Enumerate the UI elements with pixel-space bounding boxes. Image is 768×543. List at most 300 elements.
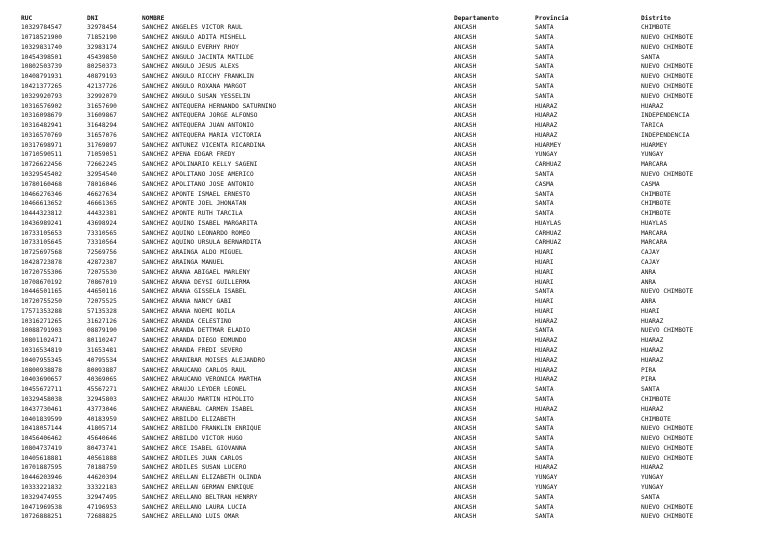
cell-distrito: HUARMEY (641, 141, 668, 149)
cell-dni: 40879193 (87, 73, 117, 81)
cell-provincia: HUARI (535, 278, 554, 286)
cell-provincia: HUARAZ (535, 337, 558, 345)
cell-distrito: NUEVO CHIMBOTE (641, 63, 694, 71)
cell-nombre: SANCHEZ AQUIÑO URSULA BERNARDITA (142, 239, 262, 247)
cell-distrito: HUARAZ (641, 337, 664, 345)
cell-nombre: SANCHEZ ARDILES SUSAN LUCERO (142, 464, 247, 472)
cell-provincia: SANTA (535, 513, 554, 521)
cell-distrito: ANRA (641, 268, 656, 276)
cell-dni: 32983174 (87, 43, 117, 51)
table-row (0, 455, 768, 463)
cell-nombre: SANCHEZ ARAÑEBAL CARMEN ISABEL (142, 405, 254, 413)
cell-departamento: ANCASH (454, 200, 477, 208)
cell-ruc: 10088791903 (21, 327, 62, 335)
cell-dni: 72688825 (87, 513, 117, 521)
cell-provincia: SANTA (535, 200, 554, 208)
cell-distrito: NUEVO CHIMBOTE (641, 444, 694, 452)
cell-departamento: ANCASH (454, 259, 477, 267)
cell-provincia: HUARAZ (535, 366, 558, 374)
cell-departamento: ANCASH (454, 239, 477, 247)
cell-provincia: SANTA (535, 82, 554, 90)
table-row (0, 367, 768, 375)
cell-departamento: ANCASH (454, 112, 477, 120)
table-row (0, 239, 768, 247)
cell-distrito: CAJAY (641, 249, 660, 257)
cell-ruc: 10802503739 (21, 63, 62, 71)
cell-departamento: ANCASH (454, 102, 477, 110)
cell-departamento: ANCASH (454, 298, 477, 306)
cell-distrito: NUEVO CHIMBOTE (641, 43, 694, 51)
cell-distrito: SANTA (641, 386, 660, 394)
table-row (0, 406, 768, 414)
cell-departamento: ANCASH (454, 268, 477, 276)
cell-dni: 72569756 (87, 249, 117, 257)
cell-provincia: HUARAZ (535, 376, 558, 384)
cell-ruc: 10804737419 (21, 444, 62, 452)
cell-provincia: HUARAZ (535, 122, 558, 130)
table-row (0, 298, 768, 306)
table-row (0, 83, 768, 91)
cell-provincia: HUARMEY (535, 141, 562, 149)
cell-dni: 46627634 (87, 190, 117, 198)
cell-departamento: ANCASH (454, 356, 477, 364)
cell-ruc: 10733105653 (21, 229, 62, 237)
cell-ruc: 10446501165 (21, 288, 62, 296)
cell-ruc: 10720755250 (21, 298, 62, 306)
cell-departamento: ANCASH (454, 317, 477, 325)
cell-departamento: ANCASH (454, 122, 477, 130)
table-row (0, 249, 768, 257)
cell-distrito: CHIMBOTE (641, 24, 671, 32)
cell-dni: 45439850 (87, 53, 117, 61)
table-row (0, 132, 768, 140)
table-row (0, 122, 768, 130)
cell-distrito: HUARAZ (641, 356, 664, 364)
cell-distrito: YUNGAY (641, 151, 664, 159)
cell-nombre: SANCHEZ ANGULO JACINTA MATILDE (142, 53, 254, 61)
cell-nombre: SANCHEZ ARDILES JUAN CARLOS (142, 454, 243, 462)
cell-departamento: ANCASH (454, 151, 477, 159)
cell-departamento: ANCASH (454, 190, 477, 198)
table-row (0, 142, 768, 150)
table-row (0, 376, 768, 384)
cell-provincia: CARHUAZ (535, 229, 562, 237)
cell-dni: 32992079 (87, 92, 117, 100)
cell-departamento: ANCASH (454, 474, 477, 482)
table-row (0, 63, 768, 71)
table-row (0, 425, 768, 433)
cell-ruc: 10333221832 (21, 483, 62, 491)
cell-distrito: PIRA (641, 366, 656, 374)
cell-provincia: SANTA (535, 43, 554, 51)
cell-ruc: 10454398501 (21, 53, 62, 61)
cell-departamento: ANCASH (454, 376, 477, 384)
cell-provincia: SANTA (535, 24, 554, 32)
cell-distrito: HUARAZ (641, 317, 664, 325)
cell-provincia: SANTA (535, 190, 554, 198)
cell-nombre: SANCHEZ ARELLANO LAURA LUCIA (142, 503, 247, 511)
cell-provincia: CARHUAZ (535, 161, 562, 169)
cell-departamento: ANCASH (454, 141, 477, 149)
table-row (0, 318, 768, 326)
table-row (0, 357, 768, 365)
cell-nombre: SANCHEZ APOLINARIO KELLY SAGENI (142, 161, 258, 169)
table-row (0, 73, 768, 81)
cell-provincia: HUAYLAS (535, 219, 562, 227)
header-nombre: NOMBRE (142, 15, 165, 22)
cell-nombre: SANCHEZ AQUIÑO LEONARDO ROMEO (142, 229, 251, 237)
cell-nombre: SANCHEZ ARCE ISABEL GIOVANNA (142, 444, 247, 452)
cell-departamento: ANCASH (454, 171, 477, 178)
cell-ruc: 10725697568 (21, 249, 62, 257)
cell-ruc: 10403690657 (21, 376, 62, 384)
cell-distrito: HUARAZ (641, 102, 664, 110)
table-row (0, 210, 768, 218)
cell-dni: 44650116 (87, 288, 117, 296)
table-header (0, 15, 768, 23)
cell-distrito: NUEVO CHIMBOTE (641, 82, 694, 90)
cell-provincia: SANTA (535, 454, 554, 462)
cell-ruc: 10466276346 (21, 190, 62, 198)
cell-departamento: ANCASH (454, 435, 477, 443)
header-provincia: Provincia (535, 15, 569, 22)
cell-ruc: 10316570769 (21, 131, 62, 139)
cell-distrito: NUEVO CHIMBOTE (641, 454, 694, 462)
cell-nombre: SANCHEZ ANGULO ROXANA MARGOT (142, 82, 247, 90)
cell-departamento: ANCASH (454, 347, 477, 355)
cell-departamento: ANCASH (454, 307, 477, 315)
cell-ruc: 10329784547 (21, 24, 62, 32)
cell-dni: 08879190 (87, 327, 117, 335)
cell-ruc: 10780160468 (21, 180, 62, 188)
table-row (0, 161, 768, 169)
cell-distrito: CHIMBOTE (641, 415, 671, 423)
cell-departamento: ANCASH (454, 513, 477, 521)
table-row (0, 445, 768, 453)
cell-ruc: 10329474955 (21, 493, 62, 501)
cell-nombre: SANCHEZ ARAINGA ALDO MIGUEL (142, 249, 243, 257)
cell-dni: 31609867 (87, 112, 117, 120)
table-row (0, 191, 768, 199)
cell-nombre: SANCHEZ ARAUCANO CARLOS RAUL (142, 366, 247, 374)
cell-ruc: 10316482941 (21, 122, 62, 130)
cell-dni: 31648294 (87, 122, 117, 130)
cell-departamento: ANCASH (454, 395, 477, 403)
cell-dni: 80473741 (87, 444, 117, 452)
cell-provincia: SANTA (535, 34, 554, 42)
cell-ruc: 10418057144 (21, 425, 62, 433)
cell-dni: 71852190 (87, 34, 117, 42)
cell-provincia: SANTA (535, 210, 554, 218)
cell-dni: 43773046 (87, 405, 117, 413)
cell-dni: 70188759 (87, 464, 117, 472)
cell-ruc: 10437730461 (21, 405, 62, 413)
cell-ruc: 10421377265 (21, 82, 62, 90)
cell-dni: 31657690 (87, 102, 117, 110)
header-ruc: RUC (21, 15, 33, 22)
cell-nombre: SANCHEZ ARELLANO BELTRAN HENRRY (142, 493, 258, 501)
cell-ruc: 10329458038 (21, 395, 62, 403)
cell-nombre: SANCHEZ ANGULO SUSAN YESSELIN (142, 92, 251, 100)
cell-dni: 45640646 (87, 435, 117, 443)
cell-dni: 46661365 (87, 200, 117, 208)
cell-nombre: SANCHEZ APONTE RUTH TARCILA (142, 210, 243, 218)
cell-ruc: 10726622456 (21, 161, 62, 169)
cell-provincia: SANTA (535, 53, 554, 61)
cell-nombre: SANCHEZ ANGULO RICCHY FRANKLIN (142, 73, 254, 81)
cell-provincia: SANTA (535, 63, 554, 71)
table-row (0, 34, 768, 42)
cell-dni: 57135328 (87, 307, 117, 315)
cell-dni: 43698924 (87, 219, 117, 227)
table-row (0, 112, 768, 120)
cell-dni: 41805714 (87, 425, 117, 433)
cell-dni: 42872387 (87, 259, 117, 267)
cell-dni: 78016046 (87, 180, 117, 188)
table-row (0, 279, 768, 287)
cell-provincia: HUARAZ (535, 405, 558, 413)
cell-ruc: 10455672711 (21, 386, 62, 394)
cell-dni: 71059051 (87, 151, 117, 159)
table-row (0, 347, 768, 355)
cell-dni: 72075530 (87, 268, 117, 276)
cell-dni: 80110247 (87, 337, 117, 345)
cell-provincia: SANTA (535, 493, 554, 501)
cell-distrito: ANRA (641, 278, 656, 286)
cell-distrito: HUARAZ (641, 405, 664, 413)
cell-distrito: INDEPENDENCIA (641, 131, 690, 139)
cell-provincia: SANTA (535, 288, 554, 296)
cell-provincia: YUNGAY (535, 474, 558, 482)
cell-provincia: YUNGAY (535, 483, 558, 491)
cell-departamento: ANCASH (454, 454, 477, 462)
cell-ruc: 10316271265 (21, 317, 62, 325)
cell-dni: 31627126 (87, 317, 117, 325)
cell-departamento: ANCASH (454, 82, 477, 90)
table-row (0, 44, 768, 52)
cell-provincia: SANTA (535, 73, 554, 81)
cell-distrito: CAJAY (641, 259, 660, 267)
cell-ruc: 17571353288 (21, 307, 62, 315)
table-row (0, 259, 768, 267)
cell-dni: 32978454 (87, 24, 117, 32)
cell-departamento: ANCASH (454, 503, 477, 511)
cell-departamento: ANCASH (454, 63, 477, 71)
cell-provincia: YUNGAY (535, 151, 558, 159)
cell-provincia: SANTA (535, 327, 554, 335)
cell-ruc: 10428723878 (21, 259, 62, 267)
cell-provincia: HUARAZ (535, 356, 558, 364)
cell-provincia: HUARI (535, 298, 554, 306)
cell-distrito: INDEPENDENCIA (641, 112, 690, 120)
cell-ruc: 10708670192 (21, 278, 62, 286)
cell-dni: 44620394 (87, 474, 117, 482)
cell-dni: 31769897 (87, 141, 117, 149)
cell-departamento: ANCASH (454, 131, 477, 139)
cell-departamento: ANCASH (454, 278, 477, 286)
cell-dni: 80093887 (87, 366, 117, 374)
cell-distrito: TARICA (641, 122, 664, 130)
cell-dni: 32947495 (87, 493, 117, 501)
table-row (0, 171, 768, 179)
cell-dni: 40369065 (87, 376, 117, 384)
cell-dni: 31653481 (87, 347, 117, 355)
table-row (0, 484, 768, 492)
cell-nombre: SANCHEZ ARANA NANCY GABI (142, 298, 232, 306)
cell-provincia: SANTA (535, 395, 554, 403)
cell-ruc: 10408791931 (21, 73, 62, 81)
cell-departamento: ANCASH (454, 73, 477, 81)
cell-provincia: SANTA (535, 386, 554, 394)
cell-ruc: 10733105645 (21, 239, 62, 247)
cell-distrito: ANRA (641, 298, 656, 306)
cell-ruc: 10446203946 (21, 474, 62, 482)
cell-nombre: SANCHEZ APOLITANO JOSE AMERICO (142, 171, 254, 178)
cell-ruc: 10456406462 (21, 435, 62, 443)
cell-nombre: SANCHEZ ARBILDO VICTOR HUGO (142, 435, 243, 443)
cell-ruc: 10436989241 (21, 219, 62, 227)
cell-departamento: ANCASH (454, 92, 477, 100)
cell-distrito: YUNGAY (641, 483, 664, 491)
header-departamento: Departamento (454, 15, 499, 22)
cell-ruc: 10316576902 (21, 102, 62, 110)
cell-departamento: ANCASH (454, 249, 477, 257)
cell-departamento: ANCASH (454, 483, 477, 491)
table-row (0, 151, 768, 159)
cell-nombre: SANCHEZ ANTEQUERA JORGE ALFONSO (142, 112, 258, 120)
cell-departamento: ANCASH (454, 337, 477, 345)
cell-departamento: ANCASH (454, 366, 477, 374)
cell-provincia: CARHUAZ (535, 239, 562, 247)
table-row (0, 494, 768, 502)
cell-nombre: SANCHEZ ARANIBAR MOISES ALEJANDRO (142, 356, 265, 364)
cell-departamento: ANCASH (454, 180, 477, 188)
cell-departamento: ANCASH (454, 444, 477, 452)
cell-ruc: 10466613652 (21, 200, 62, 208)
cell-departamento: ANCASH (454, 405, 477, 413)
cell-provincia: SANTA (535, 435, 554, 443)
cell-ruc: 10316098679 (21, 112, 62, 120)
cell-distrito: NUEVO CHIMBOTE (641, 435, 694, 443)
cell-dni: 31657076 (87, 131, 117, 139)
cell-dni: 47196953 (87, 503, 117, 511)
table-row (0, 54, 768, 62)
cell-nombre: SANCHEZ ARAUCANO VERONICA MARTHA (142, 376, 262, 384)
table-row (0, 220, 768, 228)
cell-departamento: ANCASH (454, 425, 477, 433)
cell-nombre: SANCHEZ ARBILDO ELIZABETH (142, 415, 236, 423)
cell-provincia: HUARAZ (535, 131, 558, 139)
cell-departamento: ANCASH (454, 43, 477, 51)
table-row (0, 474, 768, 482)
cell-distrito: HUARAZ (641, 464, 664, 472)
cell-nombre: SANCHEZ ARELLAN ELIZABETH OLINDA (142, 474, 262, 482)
cell-distrito: NUEVO CHIMBOTE (641, 288, 694, 296)
cell-distrito: PIRA (641, 376, 656, 384)
table-row (0, 24, 768, 32)
cell-departamento: ANCASH (454, 161, 477, 169)
cell-distrito: YUNGAY (641, 474, 664, 482)
cell-departamento: ANCASH (454, 386, 477, 394)
cell-nombre: SANCHEZ ARANA NOEMI NOILA (142, 307, 236, 315)
cell-ruc: 10329831740 (21, 43, 62, 51)
table-row (0, 269, 768, 277)
cell-nombre: SANCHEZ ARAUJO LEYDER LEONEL (142, 386, 247, 394)
cell-ruc: 10726888251 (21, 513, 62, 521)
cell-nombre: SANCHEZ ARANDA FREDI SEVERO (142, 347, 243, 355)
cell-provincia: HUARAZ (535, 112, 558, 120)
cell-ruc: 10701887595 (21, 464, 62, 472)
cell-departamento: ANCASH (454, 219, 477, 227)
table-row (0, 200, 768, 208)
cell-ruc: 10405618881 (21, 454, 62, 462)
cell-nombre: SANCHEZ AQUINO ISABEL MARGARITA (142, 219, 258, 227)
cell-departamento: ANCASH (454, 493, 477, 501)
table-row (0, 435, 768, 443)
cell-distrito: NUEVO CHIMBOTE (641, 503, 694, 511)
cell-distrito: NUEVO CHIMBOTE (641, 425, 694, 433)
cell-nombre: SANCHEZ APONTE JOEL JHONATAN (142, 200, 247, 208)
table-row (0, 396, 768, 404)
cell-ruc: 10801102471 (21, 337, 62, 345)
cell-distrito: NUEVO CHIMBOTE (641, 171, 694, 178)
cell-ruc: 10407955345 (21, 356, 62, 364)
cell-distrito: SANTA (641, 493, 660, 501)
cell-dni: 73310565 (87, 229, 117, 237)
table-row (0, 337, 768, 345)
cell-dni: 32954540 (87, 171, 117, 178)
cell-distrito: HUAYLAS (641, 219, 668, 227)
cell-distrito: HUARAZ (641, 347, 664, 355)
cell-provincia: SANTA (535, 171, 554, 178)
cell-nombre: SANCHEZ ARANA GISSELA ISABEL (142, 288, 247, 296)
table-row (0, 513, 768, 521)
cell-distrito: CHIMBOTE (641, 395, 671, 403)
cell-distrito: CHIMBOTE (641, 190, 671, 198)
cell-distrito: NUEVO CHIMBOTE (641, 73, 694, 81)
cell-dni: 42137726 (87, 82, 117, 90)
table-row (0, 416, 768, 424)
cell-nombre: SANCHEZ ARANA ABIGAEL MARLENY (142, 268, 251, 276)
cell-distrito: HUARI (641, 307, 660, 315)
cell-nombre: SANCHEZ ARANDA DIEGO EDMUNDO (142, 337, 247, 345)
cell-provincia: SANTA (535, 503, 554, 511)
cell-departamento: ANCASH (454, 327, 477, 335)
cell-ruc: 10329920793 (21, 92, 62, 100)
cell-provincia: HUARI (535, 268, 554, 276)
cell-distrito: NUEVO CHIMBOTE (641, 513, 694, 521)
cell-nombre: SANCHEZ ANGULO EVERHY RHOY (142, 43, 239, 51)
cell-nombre: SANCHEZ ARELLANO LUIS OMAR (142, 513, 239, 521)
cell-provincia: HUARAZ (535, 102, 558, 110)
cell-nombre: SANCHEZ APEÑA EDGAR FREDY (142, 151, 236, 159)
table-row (0, 181, 768, 189)
table-row (0, 464, 768, 472)
cell-distrito: NUEVO CHIMBOTE (641, 327, 694, 335)
cell-ruc: 10317698971 (21, 141, 62, 149)
cell-nombre: SANCHEZ ANTEQUERA MARIA VICTORIA (142, 131, 262, 139)
cell-distrito: MARCARA (641, 161, 668, 169)
cell-dni: 45567271 (87, 386, 117, 394)
cell-distrito: NUEVO CHIMBOTE (641, 34, 694, 42)
cell-nombre: SANCHEZ ANGULO ADITA MISHELL (142, 34, 247, 42)
cell-nombre: SANCHEZ ARELLAN GERMAN ENRIQUE (142, 483, 254, 491)
cell-ruc: 10471969538 (21, 503, 62, 511)
cell-dni: 32945803 (87, 395, 117, 403)
cell-distrito: NUEVO CHIMBOTE (641, 92, 694, 100)
cell-nombre: SANCHEZ ARAUJO MARTIN HIPOLITO (142, 395, 254, 403)
cell-departamento: ANCASH (454, 24, 477, 32)
